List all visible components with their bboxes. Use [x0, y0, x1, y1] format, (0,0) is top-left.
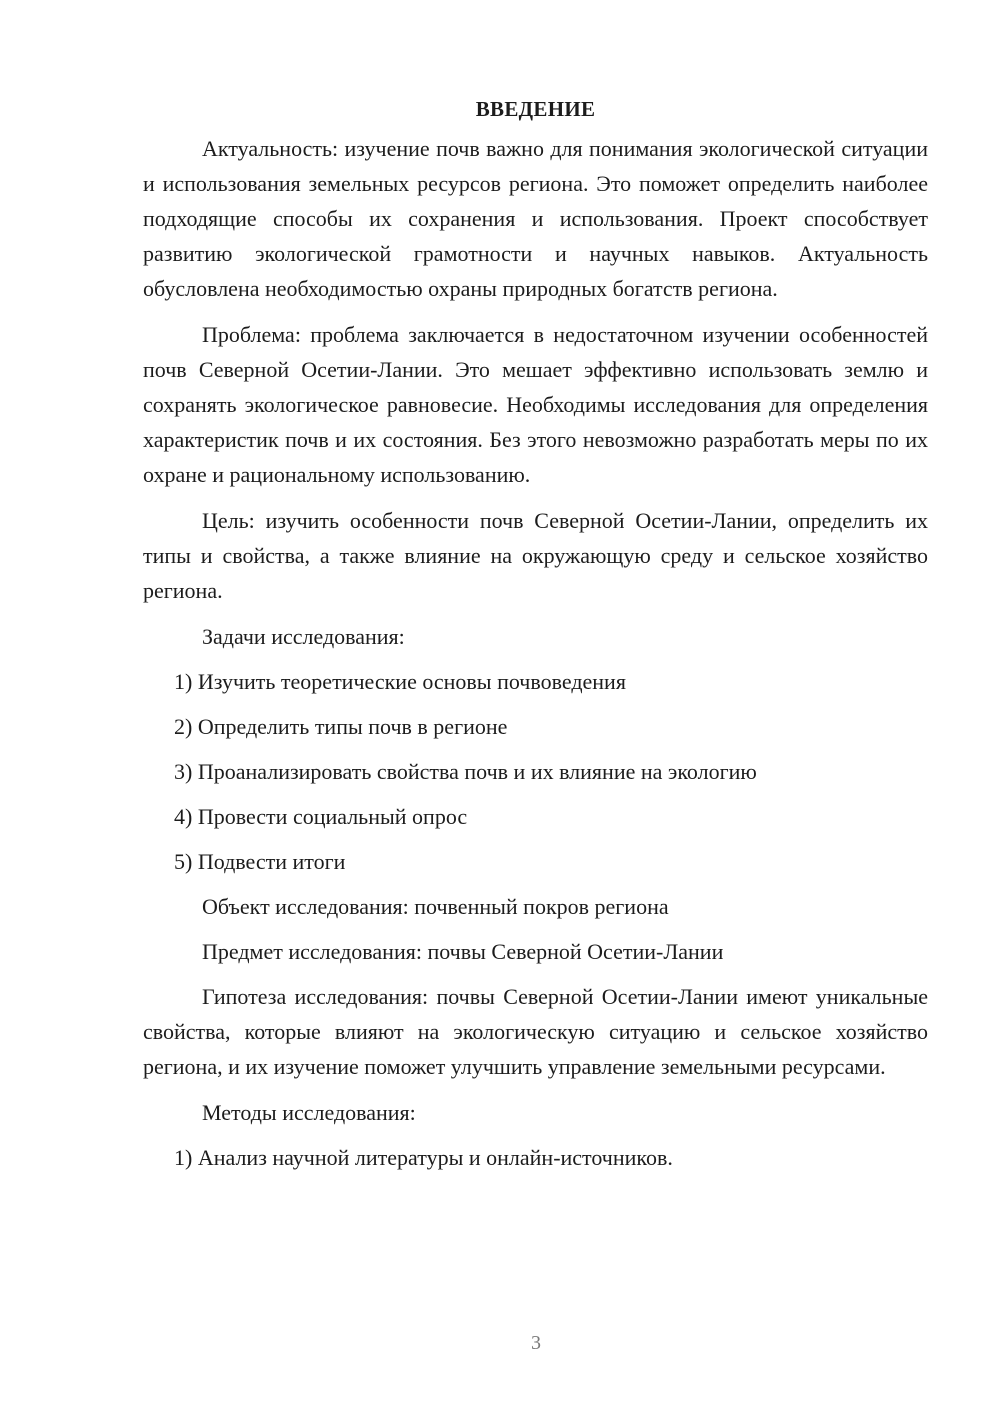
- method-item-1: 1) Анализ научной литературы и онлайн-источников.: [174, 1145, 673, 1170]
- methods-title: Методы исследования:: [202, 1100, 416, 1125]
- document-page: [143, 92, 928, 1185]
- research-object: Объект исследования: почвенный покров региона: [202, 894, 669, 919]
- task-item-5: 5) Подвести итоги: [174, 849, 346, 874]
- problem-paragraph: Проблема: проблема заключается в недостаточном изучении особенностей почв Северной Осетии-Лании. Это мешает эффективно использовать землю и сохранять экологическое равновесие. Необходимы исследования для определения характеристик почв и их состояния. Без этого невозможно разработать меры по их охране и рациональному использованию.: [143, 322, 928, 487]
- task-item-1: 1) Изучить теоретические основы почвоведения: [174, 669, 626, 694]
- task-item-2: 2) Определить типы почв в регионе: [174, 714, 508, 739]
- goal-paragraph: Цель: изучить особенности почв Северной Осетии-Лании, определить их типы и свойства, а также влияние на окружающую среду и сельское хозяйство региона.: [143, 508, 928, 603]
- task-item-3: 3) Проанализировать свойства почв и их влияние на экологию: [174, 759, 757, 784]
- relevance-paragraph: Актуальность: изучение почв важно для понимания экологической ситуации и использования земельных ресурсов региона. Это поможет определить наиболее подходящие способы их сохранения и использования. Проект способствует развитию экологической грамотности и научных навыков. Актуальность обусловлена необходимостью охраны природных богатств региона.: [143, 136, 928, 301]
- hypothesis-paragraph: Гипотеза исследования: почвы Северной Осетии-Лании имеют уникальные свойства, которые влияют на экологическую ситуацию и сельское хозяйство региона, и их изучение поможет улучшить управление земельными ресурсами.: [143, 984, 928, 1079]
- task-item-4: 4) Провести социальный опрос: [174, 804, 468, 829]
- section-heading: ВВЕДЕНИЕ: [475, 97, 596, 121]
- research-subject: Предмет исследования: почвы Северной Осетии-Лании: [202, 939, 724, 964]
- page-number: 3: [531, 1332, 541, 1354]
- tasks-title: Задачи исследования:: [202, 624, 405, 649]
